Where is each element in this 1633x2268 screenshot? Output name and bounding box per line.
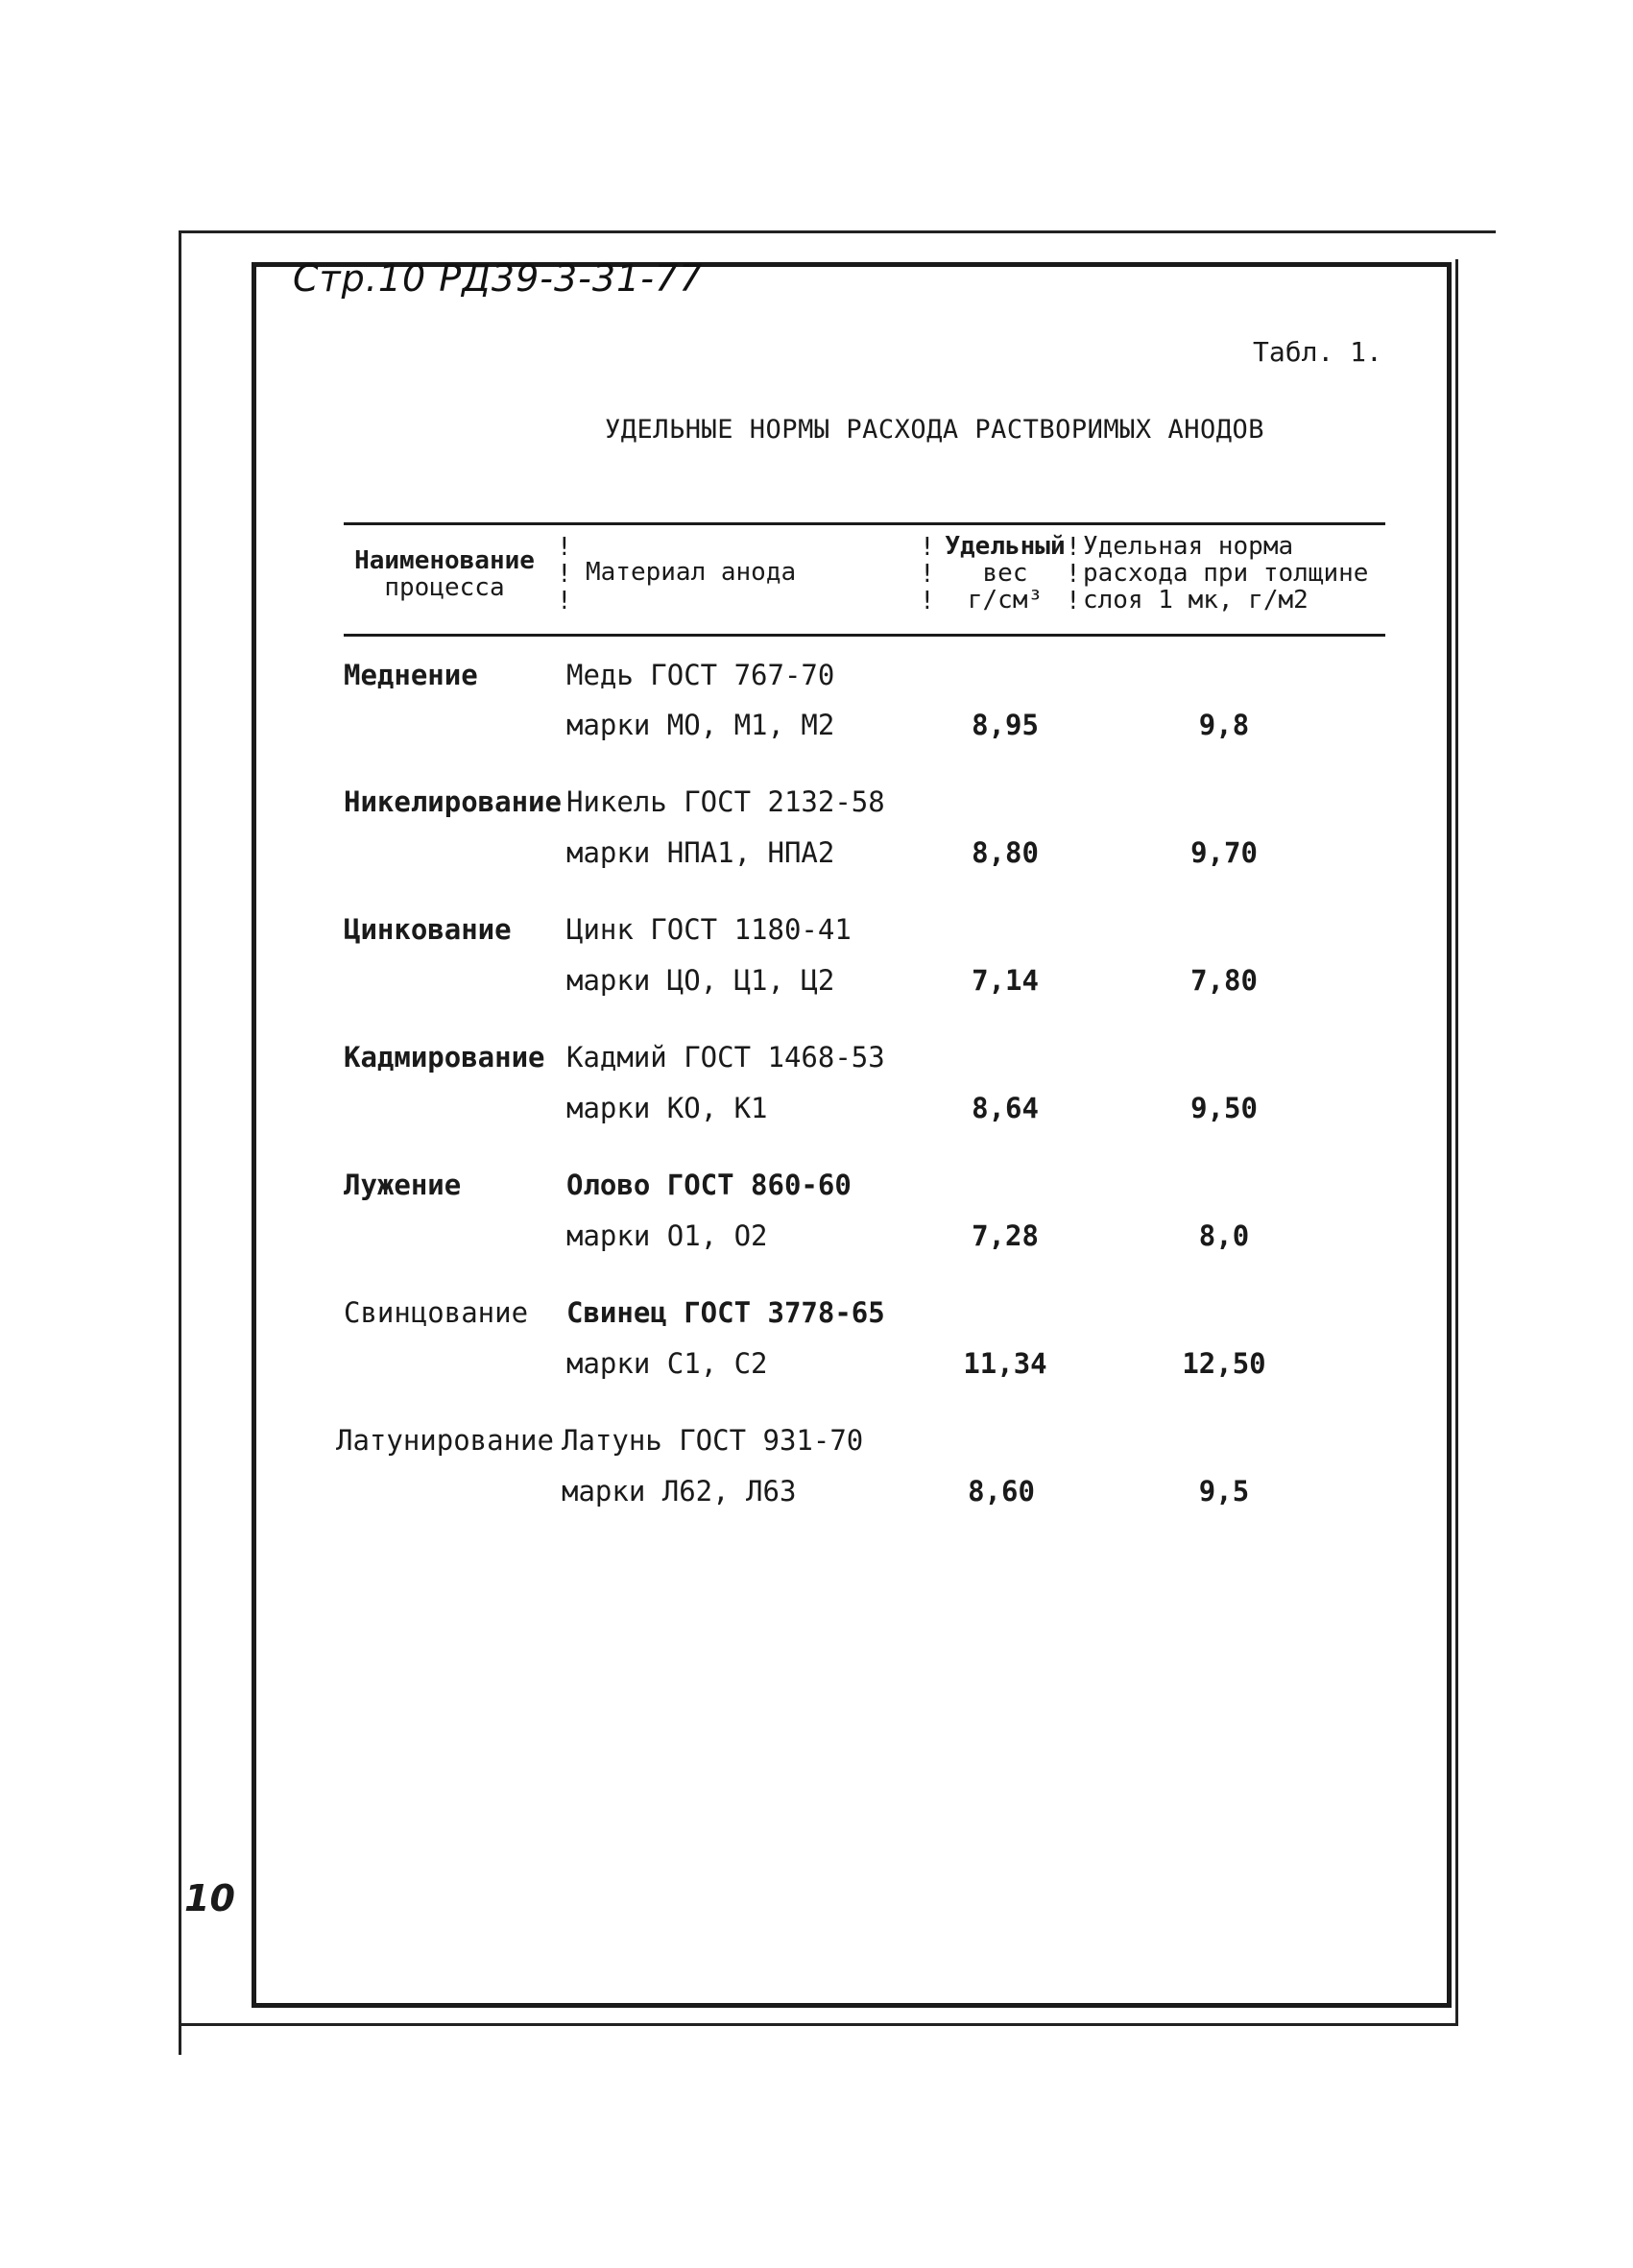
table-row-density: 8,95 [972, 709, 1039, 741]
table-row-grades: марки МО, М1, М2 [566, 709, 835, 741]
table-label: Табл. 1. [1253, 336, 1382, 368]
table-row-norm: 9,5 [1198, 1475, 1250, 1508]
document-stamp: Стр.10 РД39-3-31-77 [293, 257, 704, 300]
header-separator: ! ! ! [920, 533, 935, 615]
header-process-line-1: Наименование [354, 546, 535, 575]
handwritten-page-number: 10 [184, 1877, 235, 1919]
header-separator: ! ! ! [1066, 533, 1081, 615]
header-density-line-1: Удельный [945, 532, 1066, 561]
table-header-rule [344, 634, 1385, 637]
table-top-rule [344, 522, 1385, 525]
table-row-process: Меднение [344, 659, 478, 691]
table-row-grades: марки НПА1, НПА2 [566, 836, 835, 869]
header-norm-line-3: слоя 1 мк, г/м2 [1083, 586, 1309, 615]
table-row-norm: 8,0 [1198, 1219, 1250, 1252]
table-row-norm: 9,70 [1190, 836, 1258, 869]
table-row-norm: 9,50 [1190, 1092, 1258, 1124]
table-row-process: Цинкование [344, 913, 512, 946]
header-material: Материал анода [586, 558, 797, 587]
header-process [344, 547, 545, 601]
table-row-grades: марки КО, К1 [566, 1092, 768, 1124]
table-title: УДЕЛЬНЫЕ НОРМЫ РАСХОДА РАСТВОРИМЫХ АНОДОВ [605, 415, 1264, 445]
header-separator: ! ! ! [557, 533, 572, 615]
table-row-process: Свинцование [344, 1296, 529, 1329]
table-row-density: 8,80 [972, 836, 1039, 869]
header-density [933, 533, 1077, 614]
table-row-density: 7,28 [972, 1219, 1039, 1252]
table-row-process: Лужение [344, 1169, 462, 1201]
sheet-edge-top [180, 230, 1496, 233]
header-density-line-3: г/см³ [967, 586, 1044, 615]
table-row-material: Латунь ГОСТ 931-70 [562, 1424, 864, 1457]
table-row-density: 8,64 [972, 1092, 1039, 1124]
table-row-material: Цинк ГОСТ 1180-41 [566, 913, 852, 946]
table-row-grades: марки Л62, Л63 [562, 1475, 797, 1508]
header-density-line-2: вес [982, 559, 1028, 588]
table-row-norm: 7,80 [1190, 964, 1258, 997]
table-row-process: Латунирование [336, 1424, 554, 1457]
sheet-edge-right [1455, 259, 1458, 2026]
header-norm-line-2: расхода при толщине [1083, 559, 1369, 588]
table-row-material: Никель ГОСТ 2132-58 [566, 785, 885, 818]
table-row-density: 11,34 [963, 1347, 1047, 1380]
table-row-grades: марки С1, С2 [566, 1347, 768, 1380]
header-norm-line-1: Удельная норма [1083, 532, 1294, 561]
table-row-material: Олово ГОСТ 860-60 [566, 1169, 852, 1201]
table-row-norm: 12,50 [1182, 1347, 1266, 1380]
table-row-material: Кадмий ГОСТ 1468-53 [566, 1041, 885, 1074]
table-row-density: 7,14 [972, 964, 1039, 997]
header-process-line-2: процесса [384, 573, 505, 602]
table-row-material: Свинец ГОСТ 3778-65 [566, 1296, 885, 1329]
table-row-density: 8,60 [968, 1475, 1035, 1508]
table-row-material: Медь ГОСТ 767-70 [566, 659, 835, 691]
table-row-norm: 9,8 [1198, 709, 1250, 741]
table-row-grades: марки ЦО, Ц1, Ц2 [566, 964, 835, 997]
header-norm [1083, 533, 1390, 614]
table-row-process: Никелирование [344, 785, 562, 818]
sheet-edge-left [179, 230, 181, 2055]
sheet-edge-bottom [180, 2023, 1457, 2026]
table-row-process: Кадмирование [344, 1041, 545, 1074]
table-row-grades: марки О1, О2 [566, 1219, 768, 1252]
